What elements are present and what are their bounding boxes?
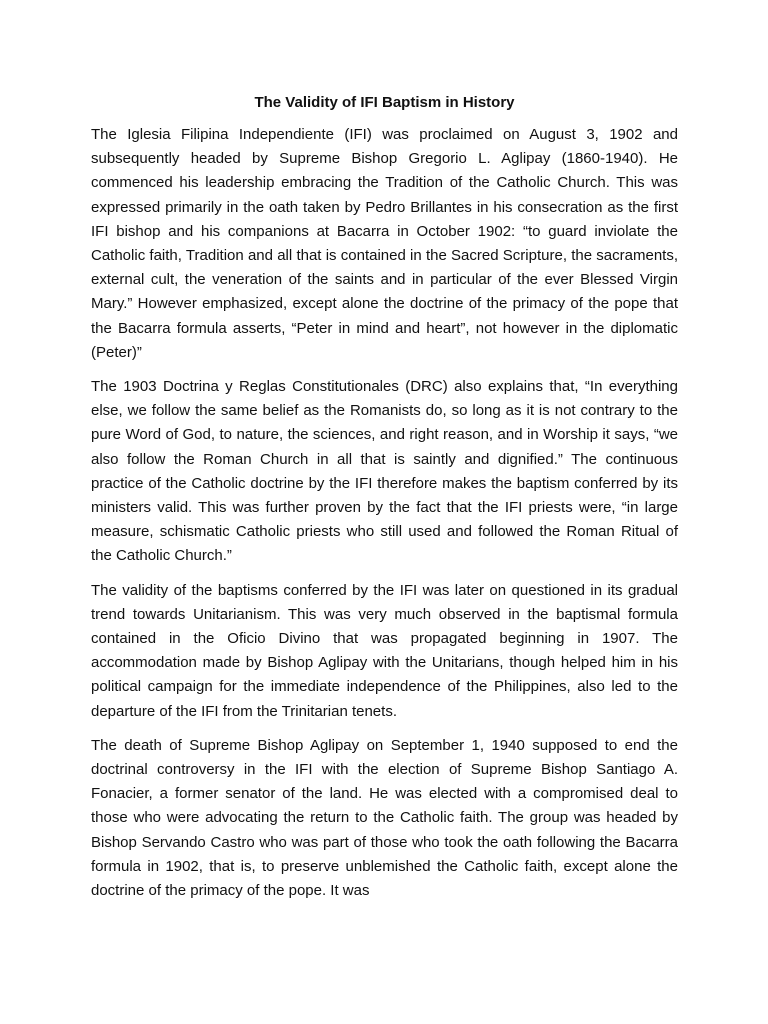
paragraph-3: The validity of the baptisms conferred by the IFI was later on questioned in its gradual trend towards Unitarianism. This was very much observed in the baptismal formula contained in the Oficio Divino that was propagated beginning in 1907. The accommodation made by Bishop Aglipay with the Unitarians, though helped him in his political campaign for the immediate independence of the Philippines, also led to the departure of the IFI from the Trinitarian tenets.	[91, 581, 678, 720]
document-page	[91, 91, 678, 913]
paragraph-2: The 1903 Doctrina y Reglas Constitutionales (DRC) also explains that, “In everything else, we follow the same belief as the Romanists do, so long as it is not contrary to the pure Word of God, to nature, the sciences, and right reason, and in Worship it says, “we also follow the Roman Church in all that is saintly and dignified.” The continuous practice of the Catholic doctrine by the IFI therefore makes the baptism conferred by its ministers valid. This was further proven by the fact that the IFI priests were, “in large measure, schismatic Catholic priests who still used and followed the Roman Ritual of the Catholic Church.”	[91, 378, 678, 565]
paragraph-4: The death of Supreme Bishop Aglipay on September 1, 1940 supposed to end the doctrinal controversy in the IFI with the election of Supreme Bishop Santiago A. Fonacier, a former senator of the land. He was elected with a compromised deal to those who were advocating the return to the Catholic faith. The group was headed by Bishop Servando Castro who was part of those who took the oath following the Bacarra formula in 1902, that is, to preserve unblemished the Catholic faith, except alone the doctrine of the primacy of the pope. It was	[91, 736, 678, 900]
paragraph-1: The Iglesia Filipina Independiente (IFI) was proclaimed on August 3, 1902 and subsequently headed by Supreme Bishop Gregorio L. Aglipay (1860-1940). He commenced his leadership embracing the Tradition of the Catholic Church. This was expressed primarily in the oath taken by Pedro Brillantes in his consecration as the first IFI bishop and his companions at Bacarra in October 1902: “to guard inviolate the Catholic faith, Tradition and all that is contained in the Sacred Scripture, the sacraments, external cult, the veneration of the saints and in particular of the ever Blessed Virgin Mary.” However emphasized, except alone the doctrine of the primacy of the pope that the Bacarra formula asserts, “Peter in mind and heart”, not however in the diplomatic (Peter)”	[91, 126, 678, 361]
document-title: The Validity of IFI Baptism in History	[254, 94, 515, 111]
